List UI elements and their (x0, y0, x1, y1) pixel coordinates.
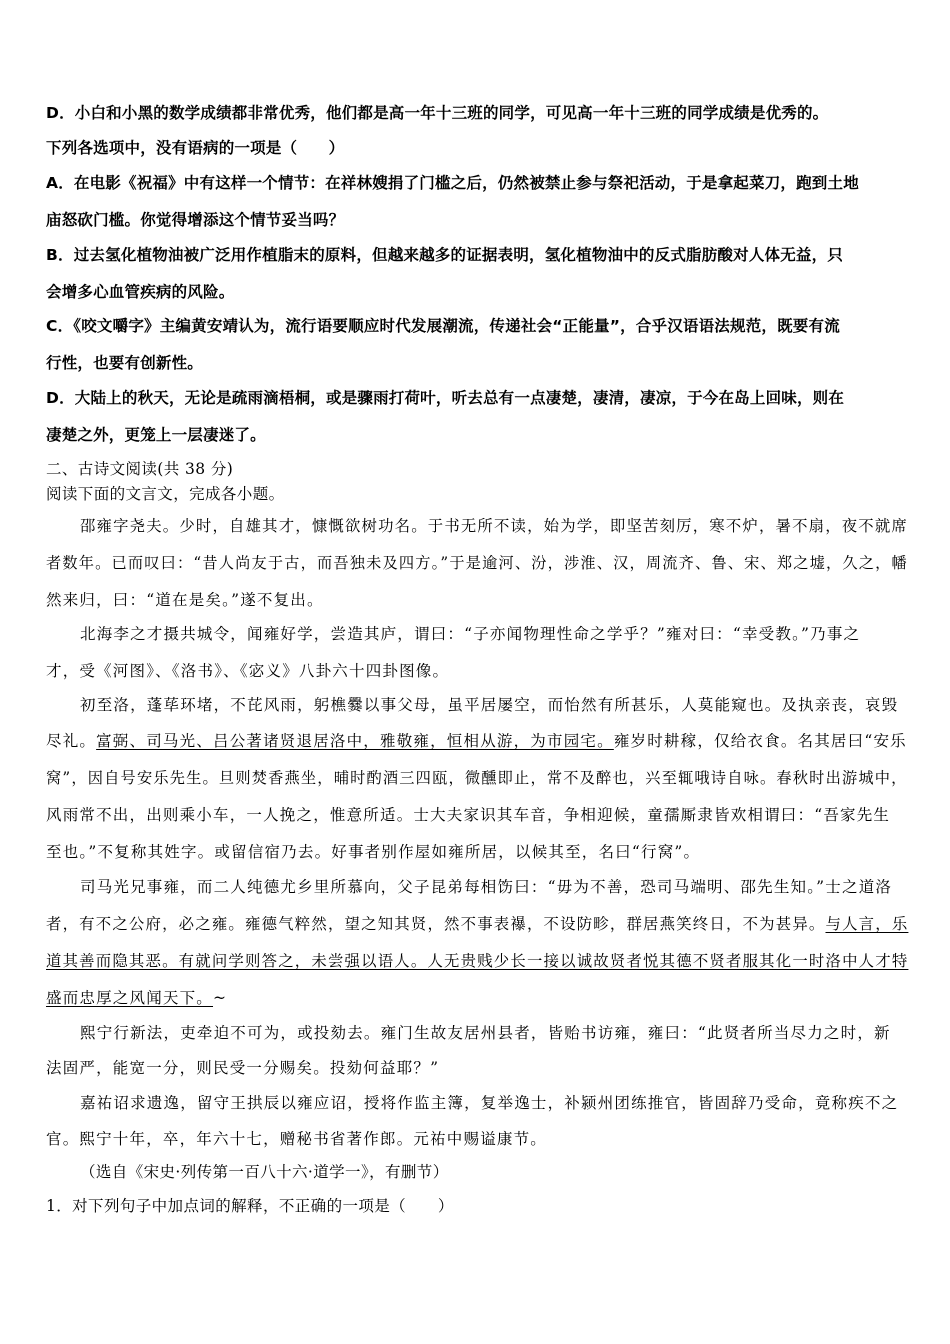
question-stem: 下列各选项中，没有语病的一项是（ ） (46, 139, 345, 157)
passage-p3-line-3: 窝”，因自号安乐先生。旦则焚香燕坐，晡时酌酒三四瓯，微醺即止，常不及醉也，兴至辄哦诗自咏。春秋时出游城中， (46, 769, 908, 787)
underline-tail: ~ (213, 989, 228, 1007)
passage-p5-line-1: 熙宁行新法，吏牵迫不可为，或投劾去。雍门生故友居州县者，皆贻书访雍，雍曰：“此贤者所当尽力之时，新 (80, 1024, 891, 1042)
passage-p3-line-4: 风雨常不出，出则乘小车，一人挽之，惟意所适。士大夫家识其车音，争相迎候，童孺厮隶皆欢相谓曰：“吾家先生 (46, 806, 891, 824)
passage-p4-line-4 (46, 986, 227, 1008)
passage-p4-line-2 (46, 912, 908, 934)
option-a-line-2: 庙怒砍门槛。你觉得增添这个情节妥当吗？ (46, 211, 345, 229)
underlined-sentence-2b: 道其善而隐其恶。有就问学则答之，未尝强以语人。 (46, 952, 428, 970)
question-1-stem: 1．对下列句子中加点词的解释，不正确的一项是（ ） (46, 1197, 454, 1215)
option-b-line-1: B．过去氢化植物油被广泛用作植脂末的原料，但越来越多的证据表明，氢化植物油中的反式脂肪酸对人体无益，只 (46, 246, 844, 264)
option-b-line-2: 会增多心血管疾病的风险。 (46, 283, 235, 301)
unpunctuated-sentence: 人无贵贱少长一接以诚故贤者悦其德不贤者服其化一时洛中人才特 (427, 952, 909, 970)
passage-p3-line-1: 初至洛，蓬荜环堵，不芘风雨，躬樵爨以事父母，虽平居屡空，而怡然有所甚乐，人莫能窥也。及执亲丧，哀毁 (80, 696, 899, 714)
passage-p2-line-2: 才，受《河图》、《洛书》、《宓义》八卦六十四卦图像。 (46, 662, 450, 680)
passage-p6-line-2: 官。熙宁十年，卒，年六十七，赠秘书省著作郎。元祐中赐谥康节。 (46, 1130, 548, 1148)
p4-text-before: 者，有不之公府，必之雍。雍德气粹然，望之知其贤，然不事表襮，不设防畛，群居燕笑终日，不为甚异。 (46, 915, 826, 933)
passage-p1-line-3: 然来归，曰：“道在是矣。”遂不复出。 (46, 591, 324, 609)
p3-text-before: 尽礼。 (46, 732, 97, 750)
option-a-line-1: A．在电影《祝福》中有这样一个情节：在祥林嫂捐了门槛之后，仍然被禁止参与祭祀活动，于是拿起菜刀，跑到土地 (46, 174, 859, 192)
passage-p2-line-1: 北海李之才摄共城令，闻雍好学，尝造其庐，谓曰：“子亦闻物理性命之学乎？”雍对曰：“幸受教。”乃事之 (80, 625, 861, 643)
prev-option-d: D．小白和小黑的数学成绩都非常优秀，他们都是高一年十三班的同学，可见高一年十三班的同学成绩是优秀的。 (46, 104, 829, 122)
passage-p6-line-1: 嘉祐诏求遗逸，留守王拱辰以雍应诏，授将作监主簿，复举逸士，补颍州团练推官，皆固辞乃受命，竟称疾不之 (80, 1094, 899, 1112)
option-d-line-2: 凄楚之外，更笼上一层凄迷了。 (46, 426, 266, 444)
passage-p3-line-2 (46, 729, 907, 751)
underlined-sentence-1: 富弼、司马光、吕公著诸贤退居洛中，雅敬雍，恒相从游，为市园宅。 (96, 732, 614, 750)
passage-p4-line-3 (46, 949, 908, 971)
option-c-line-2: 行性，也要有创新性。 (46, 354, 204, 372)
section-title: 二、古诗文阅读(共 38 分) (46, 460, 234, 478)
section-instruction: 阅读下面的文言文，完成各小题。 (46, 485, 285, 503)
passage-p4-line-1: 司马光兄事雍，而二人纯德尤乡里所慕向，父子昆弟每相饬曰：“毋为不善，恐司马端明、邵先生知。”士之道洛 (80, 878, 893, 896)
passage-source: （选自《宋史·列传第一百八十六·道学一》，有删节） (80, 1163, 449, 1181)
p3-text-after: 雍岁时耕稼，仅给衣食。名其居曰“安乐 (613, 732, 907, 750)
passage-p5-line-2: 法固严，能宽一分，则民受一分赐矣。投劾何益耶？” (46, 1059, 440, 1077)
option-d-line-1: D．大陆上的秋天，无论是疏雨滴梧桐，或是骤雨打荷叶，听去总有一点凄楚，凄清，凄凉，于今在岛上回味，则在 (46, 389, 845, 407)
passage-p3-line-5: 至也。”不复称其姓字。或留信宿乃去。好事者别作屋如雍所居，以候其至，名曰“行窝”。 (46, 843, 701, 861)
underlined-sentence-2a: 与人言，乐 (825, 915, 909, 933)
option-c-line-1: C．《咬文嚼字》主编黄安靖认为，流行语要顺应时代发展潮流，传递社会“正能量”，合乎汉语语法规范，既要有流 (46, 317, 840, 335)
unpunctuated-sentence-end: 盛而忠厚之风闻天下。 (46, 989, 214, 1007)
passage-p1-line-2: 者数年。已而叹曰：“昔人尚友于古，而吾独未及四方。”于是逾河、汾，涉淮、汉，周流齐、鲁、宋、郑之墟，久之，幡 (46, 554, 908, 572)
passage-p1-line-1: 邵雍字尧夫。少时，自雄其才，慷慨欲树功名。于书无所不读，始为学，即坚苦刻厉，寒不炉，暑不扇，夜不就席 (80, 517, 909, 535)
